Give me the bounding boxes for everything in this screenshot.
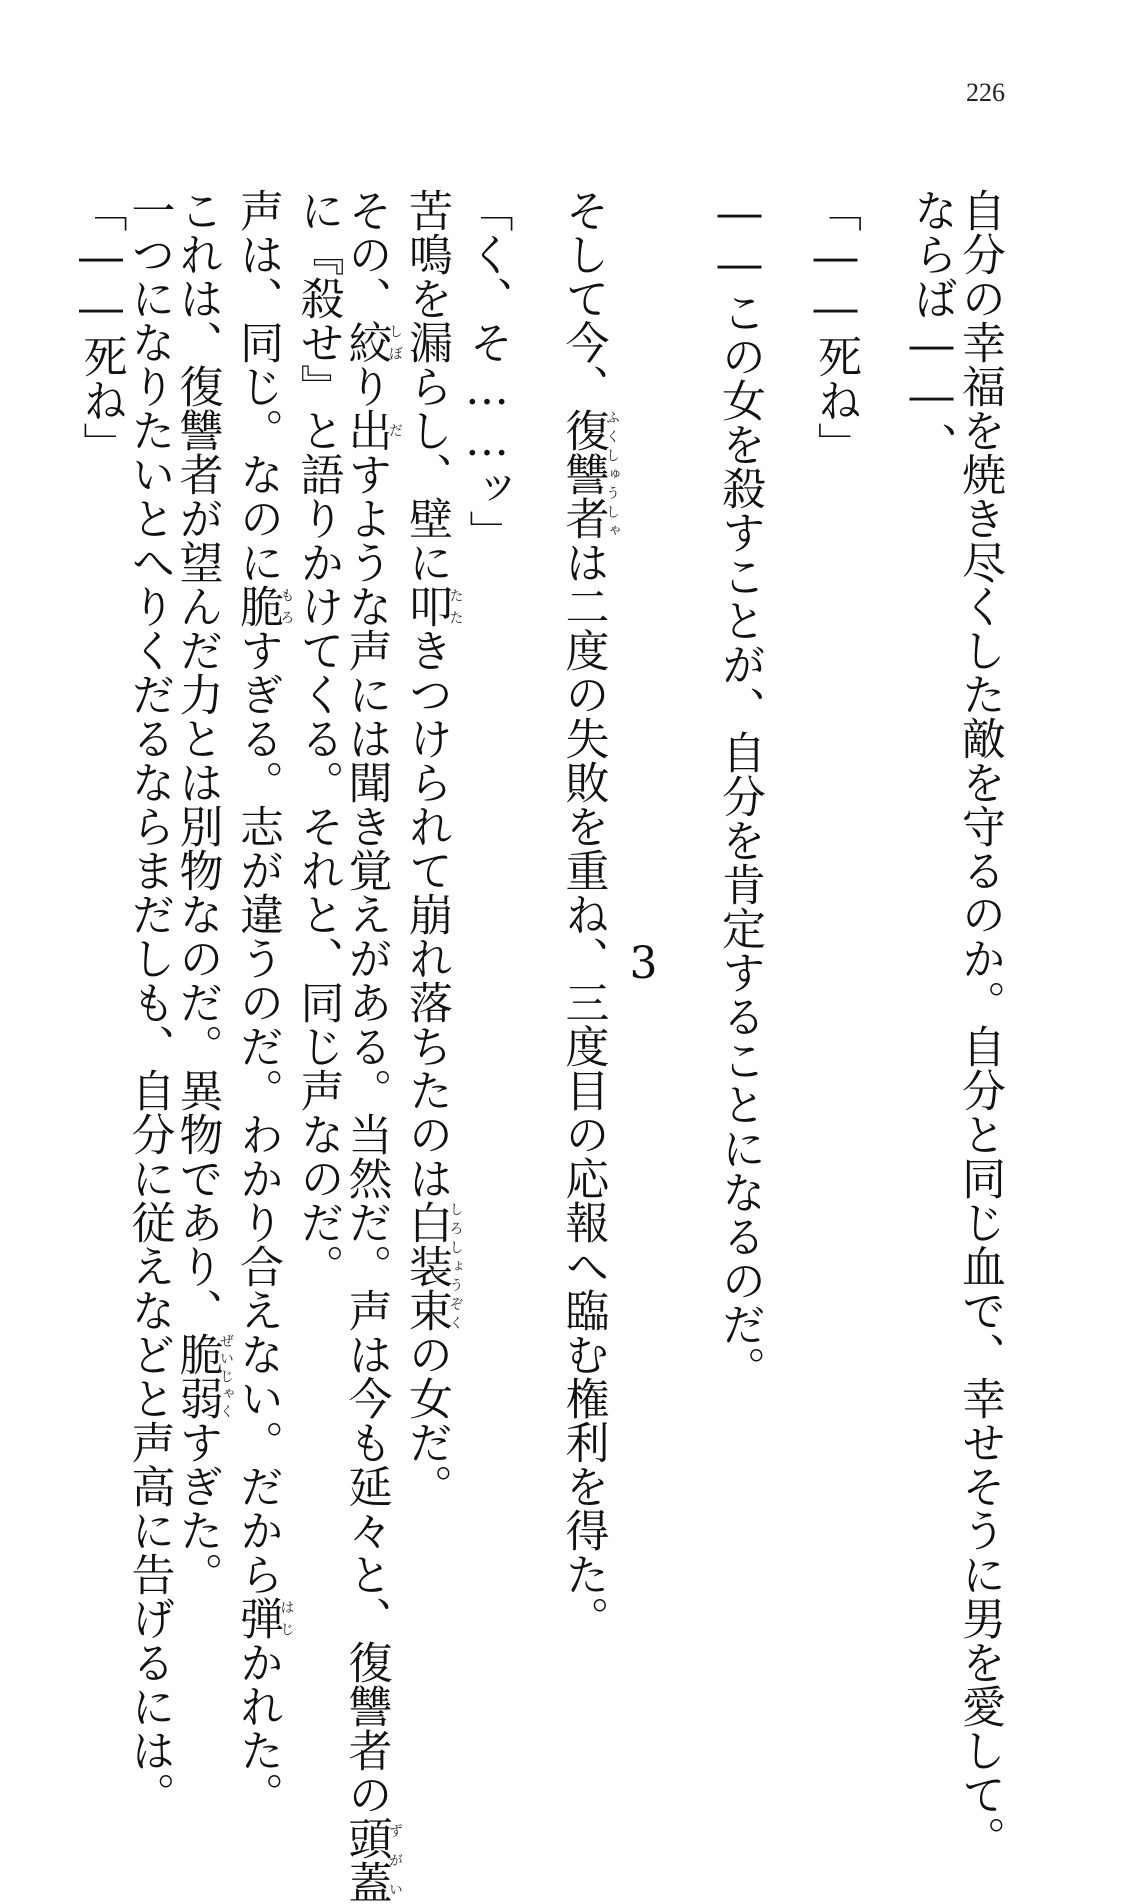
blank-line: [511, 188, 559, 232]
text-line: 「く、そ……ッ」: [461, 188, 513, 554]
blank-line: [763, 188, 811, 232]
text-line: 「――死ね」: [810, 188, 861, 466]
text-segment: そして今、: [557, 188, 609, 408]
ruby-base: 頭蓋: [340, 1816, 392, 1904]
ruby-reading: ずがい: [387, 1816, 403, 1904]
blank-line: [859, 188, 907, 232]
text-segment: り: [340, 364, 392, 408]
page-number: 226: [966, 78, 1005, 107]
text-line: 自分の幸福を焼き尽くした敵を守るのか。自分と同じ血で、幸せそうに男を愛して。: [954, 188, 1005, 1860]
ruby-annotation: [340, 320, 403, 364]
ruby-reading: ぜいじゃく: [218, 1332, 234, 1420]
ruby-reading: ふくしゅうしゃ: [604, 408, 620, 540]
ruby-annotation: [232, 584, 295, 628]
ruby-reading: たた: [447, 584, 464, 628]
text-line: [173, 188, 234, 1608]
text-line: [557, 188, 620, 1640]
ruby-base: 復讐者: [557, 408, 609, 540]
ruby-base: 脆弱: [171, 1332, 223, 1420]
text-line: 「――死ね」: [75, 188, 127, 466]
ruby-base: 弾: [232, 1596, 283, 1640]
ruby-reading: もろ: [278, 584, 295, 628]
text-segment: これは、復讐者が望んだ力とは別物なのだ。異物であり、: [171, 188, 223, 1332]
text-line: ならば――、: [906, 188, 957, 466]
ruby-annotation: [171, 1332, 234, 1420]
ruby-reading: しぼ: [387, 320, 403, 364]
text-segment: 苦鳴を漏らし、壁に: [401, 188, 452, 584]
text-segment: その、: [340, 188, 392, 320]
text-segment: かれた。: [232, 1640, 283, 1816]
ruby-annotation: [401, 584, 464, 628]
ruby-base: 脆: [232, 584, 283, 628]
text-segment: すぎる。志が違うのだ。わかり合えない。だから: [232, 628, 283, 1596]
ruby-annotation: [340, 408, 403, 452]
section-number: 3: [618, 937, 669, 989]
ruby-base: 白装束: [401, 1200, 452, 1332]
ruby-annotation: [340, 1816, 403, 1904]
text-segment: すような声には聞き覚えがある。当然だ。声は今も延々と、復讐者の: [340, 452, 392, 1816]
text-line: [340, 188, 403, 1904]
text-line: ――この女を殺すことが、自分を肯定することになるのだ。: [714, 188, 765, 1390]
ruby-reading: はじ: [278, 1596, 295, 1640]
blank-line: [667, 188, 715, 232]
ruby-annotation: [232, 1596, 295, 1640]
text-line: に『殺せ』と語りかけてくる。それと、同じ声なのだ。: [292, 188, 344, 1288]
ruby-annotation: [557, 408, 620, 540]
text-segment: きつけられて崩れ落ちたのは: [401, 628, 452, 1200]
ruby-annotation: [401, 1200, 464, 1332]
vertical-body-text: [75, 188, 1005, 1904]
ruby-reading: だ: [387, 408, 403, 452]
ruby-reading: しろしょうぞく: [447, 1200, 464, 1332]
ruby-base: 叩: [401, 584, 452, 628]
text-segment: 声は、同じ。なのに: [232, 188, 283, 584]
ruby-base: 出: [340, 408, 392, 452]
ruby-base: 絞: [340, 320, 392, 364]
text-line: [402, 188, 463, 1608]
text-segment: は二度の失敗を重ね、三度目の応報へ臨む権利を得た。: [557, 540, 609, 1640]
text-segment: の女だ。: [401, 1332, 452, 1508]
text-line: 一つになりたいとへりくだるならまだしも、自分に従えなどと声高に告げるには。: [123, 188, 175, 1816]
text-line: [232, 188, 295, 1816]
text-segment: すぎた。: [171, 1420, 223, 1596]
